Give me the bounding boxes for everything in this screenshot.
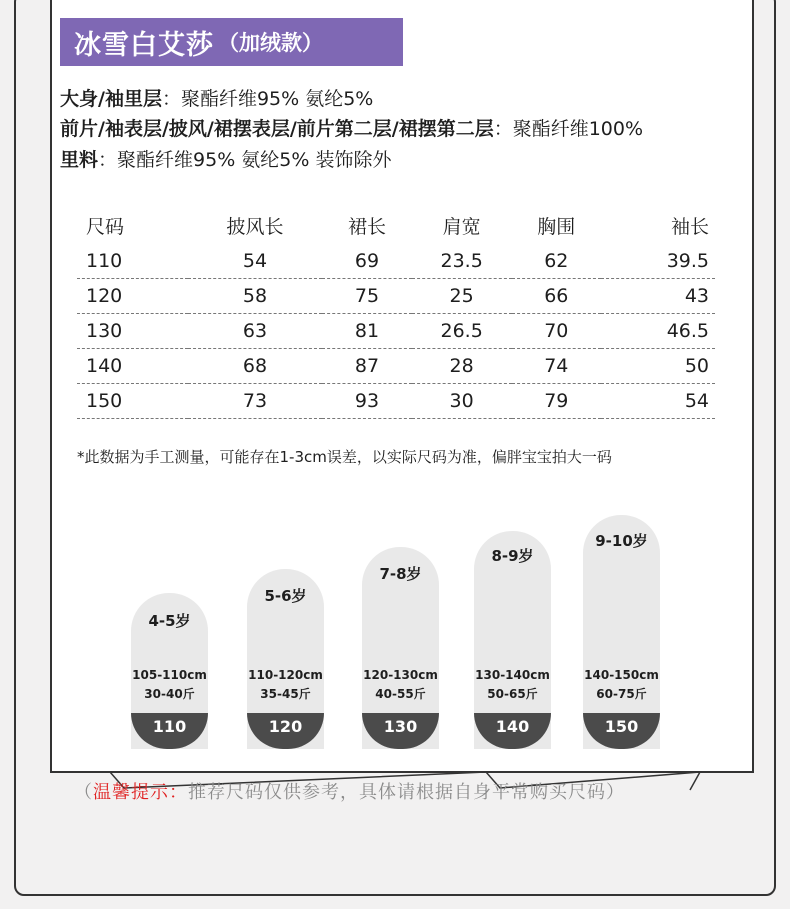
product-title: 冰雪白艾莎 bbox=[74, 29, 214, 61]
cell-size: 120 bbox=[77, 279, 188, 314]
table-row bbox=[77, 244, 715, 279]
header-sleeve-length: 袖长 bbox=[670, 215, 709, 238]
pill-height: 140-150cm bbox=[584, 668, 659, 682]
cell-cape-length: 58 bbox=[188, 279, 322, 314]
cell-shoulder-width: 23.5 bbox=[412, 244, 512, 279]
header-skirt-length: 裙长 bbox=[347, 215, 386, 238]
pill-size: 110 bbox=[131, 713, 208, 749]
tip-open-paren: （ bbox=[74, 782, 93, 803]
cell-sleeve-length: 43 bbox=[601, 279, 715, 314]
cell-skirt-length: 93 bbox=[322, 384, 412, 419]
product-subtitle: （加绒款） bbox=[218, 30, 323, 55]
table-row bbox=[77, 384, 715, 419]
material-value: ：聚酯纤维100% bbox=[493, 118, 644, 140]
material-value: ：聚酯纤维95% 氨纶5% 装饰除外 bbox=[98, 149, 392, 171]
cell-chest: 70 bbox=[512, 314, 602, 349]
header-shoulder-width: 肩宽 bbox=[442, 215, 481, 238]
cell-skirt-length: 87 bbox=[322, 349, 412, 384]
cell-cape-length: 54 bbox=[188, 244, 322, 279]
cell-size: 150 bbox=[77, 384, 188, 419]
size-guide-pill bbox=[474, 531, 551, 749]
size-guide-pill bbox=[362, 547, 439, 749]
size-guide-pill bbox=[131, 593, 208, 749]
header-cape-length: 披风长 bbox=[226, 215, 284, 238]
pill-age: 8-9岁 bbox=[491, 547, 534, 565]
pill-size: 120 bbox=[247, 713, 324, 749]
pill-size: 130 bbox=[362, 713, 439, 749]
size-guide-pill bbox=[583, 515, 660, 749]
pill-weight: 35-45斤 bbox=[260, 687, 311, 701]
size-chart-table bbox=[77, 206, 715, 419]
cell-chest: 79 bbox=[512, 384, 602, 419]
pill-weight: 50-65斤 bbox=[487, 687, 538, 701]
product-title-banner bbox=[60, 18, 403, 66]
table-row bbox=[77, 314, 715, 349]
tip-text: 推荐尺码仅供参考，具体请根据自身平常购买尺码 bbox=[188, 782, 606, 803]
material-value: ：聚酯纤维95% 氨纶5% bbox=[161, 88, 374, 110]
pill-size: 140 bbox=[474, 713, 551, 749]
header-size: 尺码 bbox=[86, 215, 125, 238]
cell-skirt-length: 75 bbox=[322, 279, 412, 314]
pill-height: 120-130cm bbox=[363, 668, 438, 682]
measurement-note: *此数据为手工测量，可能存在1-3cm误差，以实际尺码为准，偏胖宝宝拍大一码 bbox=[77, 448, 612, 466]
pill-weight: 30-40斤 bbox=[144, 687, 195, 701]
cell-cape-length: 63 bbox=[188, 314, 322, 349]
material-label: 前片/袖表层/披风/裙摆表层/前片第二层/裙摆第二层 bbox=[60, 118, 494, 140]
cell-sleeve-length: 50 bbox=[601, 349, 715, 384]
pill-weight: 60-75斤 bbox=[596, 687, 647, 701]
cell-chest: 66 bbox=[512, 279, 602, 314]
pill-weight: 40-55斤 bbox=[375, 687, 426, 701]
cell-size: 140 bbox=[77, 349, 188, 384]
pill-age: 5-6岁 bbox=[264, 587, 307, 605]
material-line-outer bbox=[60, 114, 643, 141]
cell-shoulder-width: 26.5 bbox=[412, 314, 512, 349]
pill-size: 150 bbox=[583, 713, 660, 749]
cell-sleeve-length: 46.5 bbox=[601, 314, 715, 349]
pill-age: 9-10岁 bbox=[595, 532, 648, 550]
size-recommendation-tip bbox=[74, 778, 625, 804]
cell-size: 130 bbox=[77, 314, 188, 349]
cell-shoulder-width: 30 bbox=[412, 384, 512, 419]
pill-height: 105-110cm bbox=[132, 668, 207, 682]
cell-sleeve-length: 39.5 bbox=[601, 244, 715, 279]
cell-shoulder-width: 25 bbox=[412, 279, 512, 314]
material-line-lining bbox=[60, 145, 391, 172]
material-label: 大身/袖里层 bbox=[60, 88, 162, 110]
cell-skirt-length: 81 bbox=[322, 314, 412, 349]
cell-sleeve-length: 54 bbox=[601, 384, 715, 419]
table-row bbox=[77, 279, 715, 314]
pill-height: 130-140cm bbox=[475, 668, 550, 682]
tip-label: 温馨提示： bbox=[93, 782, 188, 803]
pill-height: 110-120cm bbox=[248, 668, 323, 682]
pill-age: 7-8岁 bbox=[379, 565, 422, 583]
cell-skirt-length: 69 bbox=[322, 244, 412, 279]
cell-shoulder-width: 28 bbox=[412, 349, 512, 384]
table-row bbox=[77, 349, 715, 384]
cell-chest: 74 bbox=[512, 349, 602, 384]
header-chest: 胸围 bbox=[537, 215, 576, 238]
material-line-body bbox=[60, 84, 373, 111]
material-label: 里料 bbox=[60, 149, 99, 171]
cell-size: 110 bbox=[77, 244, 188, 279]
cell-chest: 62 bbox=[512, 244, 602, 279]
cell-cape-length: 73 bbox=[188, 384, 322, 419]
pill-age: 4-5岁 bbox=[148, 612, 191, 630]
tip-close-paren: ） bbox=[606, 782, 625, 803]
size-guide-pill bbox=[247, 569, 324, 749]
cell-cape-length: 68 bbox=[188, 349, 322, 384]
size-chart-header-row bbox=[77, 206, 715, 244]
